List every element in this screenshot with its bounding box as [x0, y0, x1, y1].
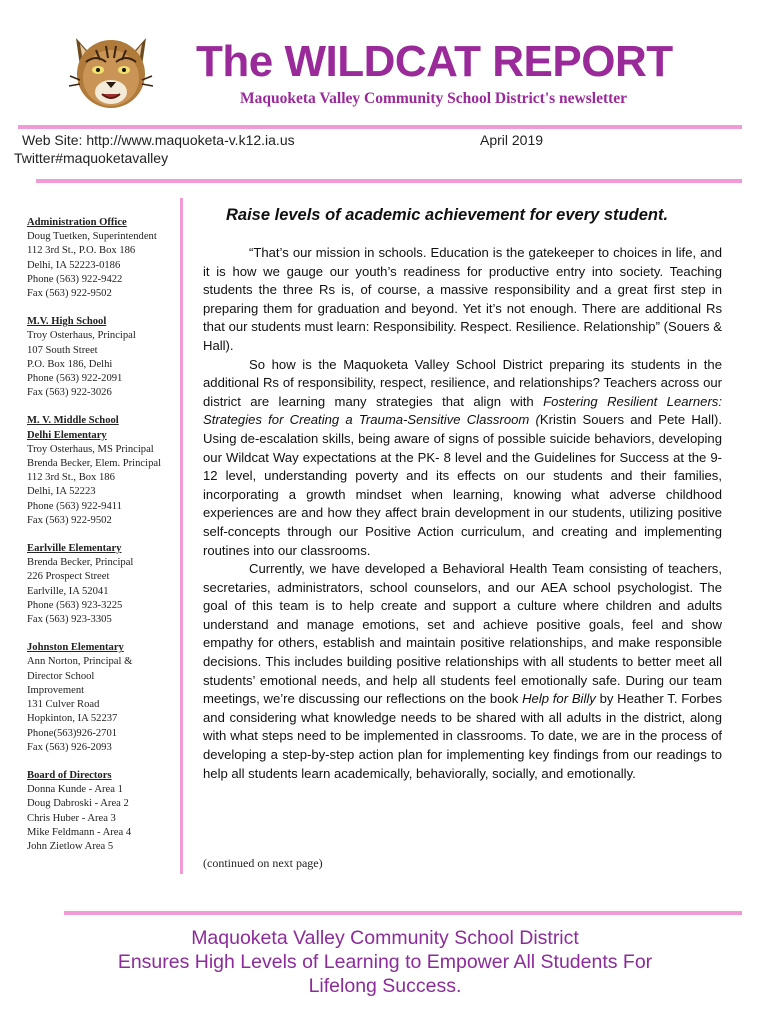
contact-line: Phone (563) 923-3225: [27, 599, 123, 611]
contact-line: Fax (563) 922-3026: [27, 387, 112, 399]
contact-line: Ann Norton, Principal &: [27, 656, 133, 668]
newsletter-subtitle: Maquoketa Valley Community School District's newsletter: [240, 90, 628, 107]
article-heading: Raise levels of academic achievement for every student.: [226, 206, 669, 224]
twitter-handle[interactable]: Twitter#maquoketavalley: [14, 150, 169, 166]
contact-line: 112 3rd St., Box 186: [27, 472, 115, 484]
footer-line: Ensures High Levels of Learning to Empower All Students For: [117, 951, 653, 973]
contact-line: 226 Prospect Street: [27, 571, 110, 583]
contact-line: Phone (563) 922-2091: [27, 373, 123, 385]
section-heading: Johnston Elementary: [27, 642, 124, 654]
section-heading: Earlville Elementary: [27, 543, 122, 555]
sidebar-section: [27, 542, 177, 627]
newsletter-title: The WILDCAT REPORT: [196, 37, 673, 86]
section-heading: M. V. Middle School: [27, 415, 119, 427]
paragraph-text: Currently, we have developed a Behavioral Health Team consisting of teachers, secretaries, administrators, school counselors, and our AEA school psychologist. The goal of this team is to help create and support a culture where children and adults understand and manage emotions, set and achieve positive goals, feel and show empathy for others, establish and maintain positive relationships, and make responsible decisions. This includes building positive relationships with all students to better meet all students’ emotional needs, and help all students feel emotionally safe. During our team meetings, we’re discussing our reflections on the book: [203, 561, 722, 707]
header-divider: [36, 179, 742, 183]
contact-line: Phone(563)926-2701: [27, 727, 118, 739]
contact-line: Troy Osterhaus, MS Principal: [27, 443, 154, 455]
section-heading: M.V. High School: [27, 316, 107, 328]
contact-line: Fax (563) 922-9502: [27, 288, 112, 300]
contact-line: Fax (563) 926-2093: [27, 741, 112, 753]
continued-note: (continued on next page): [203, 856, 323, 870]
contact-line: 107 South Street: [27, 344, 98, 356]
contact-line: Doug Dabroski - Area 2: [27, 798, 129, 810]
contact-line: Hopkinton, IA 52237: [27, 713, 118, 725]
paragraph-text: by Heather T. Forbes and considering what knowledge needs to be shared with all adults in the district, along with what steps need to be implemented in classrooms. To date, we are in the process of developing a step-by-step action plan for implementing key findings from our readings to help all students learn academically, behaviorally, socially, and emotionally.: [203, 691, 722, 781]
contact-line: Troy Osterhaus, Principal: [27, 330, 136, 342]
section-heading: Administration Office: [27, 217, 127, 228]
wildcat-logo: [66, 32, 156, 112]
article-body: [203, 244, 722, 783]
contact-line: Director School: [27, 670, 95, 682]
top-divider: [18, 125, 742, 129]
paragraph-text: So how is the Maquoketa Valley School District preparing its students in the additional Rs of responsibility, respect, resilience, and relationships? Teachers across our district are learning many strategies that align with: [203, 356, 722, 409]
contact-line: Delhi, IA 52223: [27, 486, 96, 498]
website-link[interactable]: Web Site: http://www.maquoketa-v.k12.ia.us: [22, 132, 295, 148]
contact-line: Phone (563) 922-9411: [27, 500, 122, 512]
section-heading: Delhi Elementary: [27, 429, 107, 441]
sidebar-section: [27, 641, 177, 755]
contact-line: Fax (563) 922-9502: [27, 514, 112, 526]
issue-date: April 2019: [480, 132, 544, 148]
sidebar-section: [27, 216, 177, 301]
contact-line: Brenda Becker, Principal: [27, 557, 134, 569]
contact-line: Brenda Becker, Elem. Principal: [27, 458, 162, 470]
contact-line: Phone (563) 922-9422: [27, 273, 123, 285]
contact-line: Donna Kunde - Area 1: [27, 784, 123, 796]
paragraph-text: Kristin Souers and Pete Hall). Using de-escalation skills, being aware of signs of possible suicide behaviors, developing our Wildcat Way expectations at the PK- 8 level and the Guidelines for Success at the 9-12 level, understanding poverty and its effects on our students and their families, incorporating a growth mindset when learning, knowing what adverse childhood experiences are and how they affect brain development in our students, utilizing positive self-concepts through our Positive Action curriculum, and creating and implementing routines into our classrooms.: [203, 412, 722, 558]
footer-line: Maquoketa Valley Community School District: [191, 927, 579, 949]
section-heading: Board of Directors: [27, 769, 112, 781]
contact-line: Fax (563) 923-3305: [27, 614, 112, 626]
footer-divider: [64, 911, 742, 915]
article-paragraph: [203, 356, 722, 561]
article-paragraph: [203, 244, 722, 356]
paragraph-text: “That’s our mission in schools. Education is the gatekeeper to choices in life, and it is how we gauge our youth’s readiness for productive entry into society. Teaching students the three Rs is, of course, a massive responsibility and a great first step in preparing them for graduation and beyond. Yet it’s not enough. There are additional Rs that our students must learn: Responsibility. Respect. Resilience. Relationship” (Souers & Hall).: [203, 245, 722, 353]
contact-line: 131 Culver Road: [27, 699, 100, 711]
contact-line: Mike Feldmann - Area 4: [27, 826, 132, 838]
book-title: Fostering Resilient Learners: Strategies for Creating a Trauma-Sensitive Classroom (: [203, 393, 722, 428]
article-paragraph: [203, 560, 722, 783]
contact-line: P.O. Box 186, Delhi: [27, 358, 113, 370]
district-mission-footer: [60, 926, 710, 998]
contact-line: 112 3rd St., P.O. Box 186: [27, 245, 136, 257]
contact-line: Chris Huber - Area 3: [27, 812, 116, 824]
sidebar-section: [27, 315, 177, 400]
sidebar-section: [27, 769, 177, 854]
footer-line: Lifelong Success.: [308, 975, 462, 997]
contact-sidebar: [27, 216, 177, 868]
sidebar-section: [27, 414, 177, 528]
contact-line: Improvement: [27, 684, 85, 696]
book-title: Help for Billy: [522, 691, 596, 707]
column-divider: [180, 198, 183, 874]
contact-line: Delhi, IA 52223-0186: [27, 259, 121, 271]
contact-line: Earlville, IA 52041: [27, 585, 109, 597]
wildcat-head-icon: [66, 32, 156, 112]
contact-line: John Zietlow Area 5: [27, 840, 114, 852]
contact-line: Doug Tuetken, Superintendent: [27, 231, 157, 243]
